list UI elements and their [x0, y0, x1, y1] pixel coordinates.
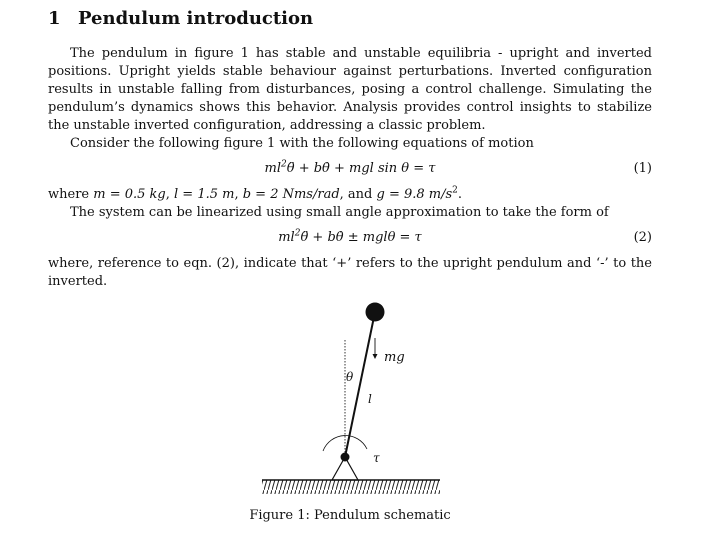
parameter-m: m = 0.5 kg [93, 187, 166, 202]
torque-label: τ [373, 451, 380, 465]
parameter-and: , and [339, 187, 377, 202]
equation-2-tail: + bθ̇ ± mglθ = τ [308, 230, 422, 245]
length-label: l [368, 392, 372, 406]
linearization-paragraph: The system can be linearized using small angle approximation to take the form of [70, 205, 609, 220]
equation-1-tail: + bθ̇ + mgl sin θ = τ [294, 161, 436, 176]
pendulum-bob [366, 303, 385, 322]
figure-caption: Figure 1: Pendulum schematic [249, 508, 451, 523]
parameter-prefix: where [48, 187, 94, 202]
pivot-joint [341, 453, 350, 462]
equation-1-expression: $ml^2\thetä$ + bθ̇ + mgl sin θ = τ [264, 159, 436, 176]
parameter-l: l = 1.5 m [174, 187, 235, 202]
gravity-arrowhead [373, 354, 378, 359]
equations-intro-paragraph: Consider the following figure 1 with the following equations of motion [70, 136, 534, 151]
equation-2-number: (2) [633, 230, 652, 245]
parameter-g: g = 9.8 m/s [376, 187, 453, 202]
theta-label: θ [346, 370, 354, 384]
parameter-end: . [457, 187, 463, 202]
equation-2-expression: $ml^2\thetä$ + bθ̇ ± mglθ = τ [278, 228, 422, 245]
parameter-line: where m = 0.5 kg, l = 1.5 m, b = 2 Nms/rad, and g = 9.8 $m/s^2$. [48, 185, 463, 202]
section-title: Pendulum introduction [78, 8, 314, 29]
ground-hatch [262, 480, 440, 494]
intro-paragraph: The pendulum in figure 1 has stable and unstable equilibria - upright and inverted positions. Upright yields stable behaviour against perturbations. Inverted configuration results in unstable falling from disturbances, posing a control challenge. Simulating the pendulum’s dynamics shows this behavior. Analysis provides control insights to stabilize the unstable inverted configuration, addressing a classic problem. [48, 46, 652, 133]
pendulum-rod [345, 312, 375, 457]
reference-paragraph: where, reference to eqn. (2), indicate that ‘+’ refers to the upright pendulum and ‘-’ to the inverted. [48, 256, 652, 289]
equation-1-number: (1) [633, 161, 652, 176]
section-number: 1 [48, 8, 61, 29]
mg-label: mg [384, 350, 405, 365]
parameter-b: b = 2 Nms/rad [242, 187, 340, 202]
